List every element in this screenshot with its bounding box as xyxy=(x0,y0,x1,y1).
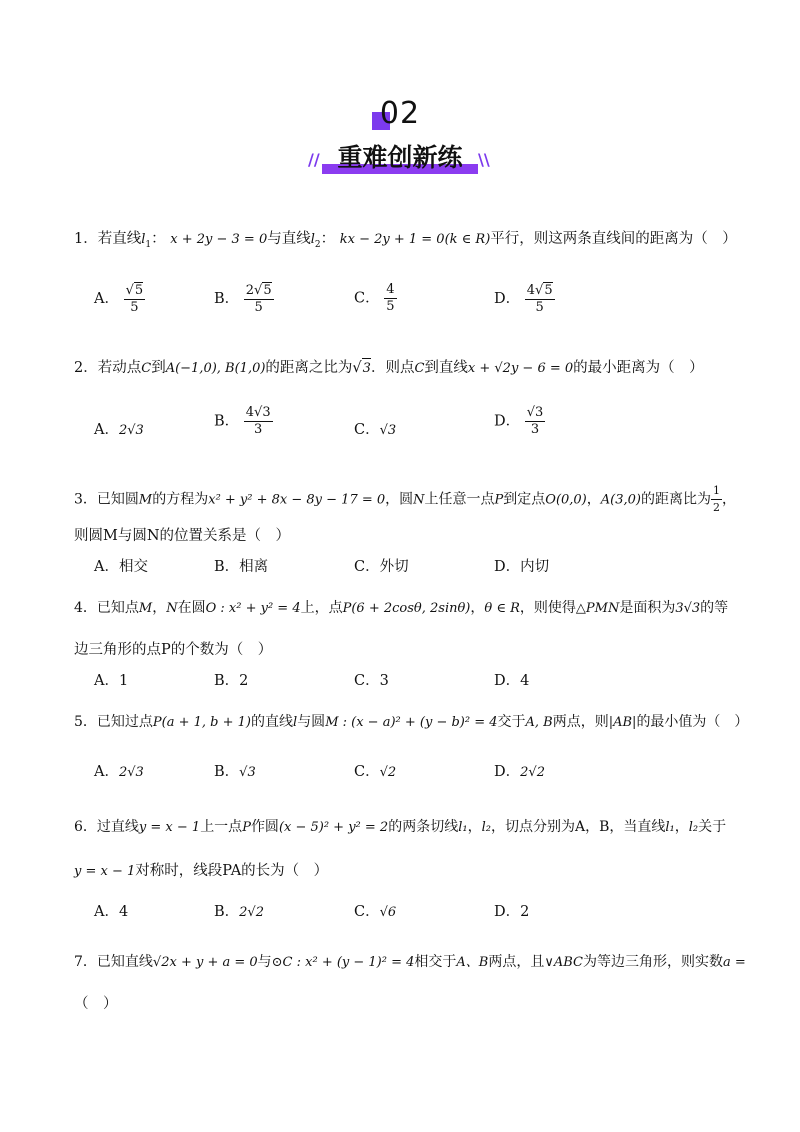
question-3-option-d[interactable]: D．内切 xyxy=(494,559,550,575)
question-5-stem: 5．已知过点P(a + 1, b + 1)的直线l与圆M : (x − a)² + (y − b)² = 4交于A, B两点，则|AB|的最小值为（ ） xyxy=(74,714,749,730)
question-2-option-c[interactable]: C．√3 xyxy=(354,422,397,438)
question-2-stem: 2．若动点C到A(−1,0), B(1,0)的距离之比为√3．则点C到直线x + √2y − 6 = 0的最小距离为（ ） xyxy=(74,358,704,379)
question-3-option-b[interactable]: B．相离 xyxy=(214,559,269,575)
question-7-stem-line2: （ ） xyxy=(74,996,118,1012)
section-number: 02 xyxy=(379,96,421,131)
question-3-option-c[interactable]: C．外切 xyxy=(354,559,409,575)
question-2-option-a[interactable]: A．2√3 xyxy=(94,422,144,438)
question-6-stem: 6．过直线y = x − 1上一点P作圆(x − 5)² + y² = 2的两条切线l₁，l₂，切点分别为A，B，当直线l₁，l₂关于 xyxy=(74,819,727,835)
question-4-option-d[interactable]: D．4 xyxy=(494,673,530,689)
question-5-option-a[interactable]: A．2√3 xyxy=(94,764,144,780)
question-3-stem: 3．已知圆M的方程为x² + y² + 8x − 8y − 17 = 0，圆N上任意一点P到定点O(0,0)，A(3,0)的距离比为 $\frac{1}{2}$ ， xyxy=(74,484,736,514)
question-1-option-b[interactable]: B． $\frac{2√5}{5}$ xyxy=(214,283,272,315)
question-3-option-a[interactable]: A．相交 xyxy=(94,559,148,575)
question-4-option-a[interactable]: A．1 xyxy=(94,673,129,689)
left-slash-decoration: // xyxy=(308,150,320,169)
question-1-option-a[interactable]: A． $\frac{√5}{5}$ xyxy=(94,283,144,315)
question-4-stem: 4．已知点M，N在圆O : x² + y² = 4上，点P(6 + 2cosθ, 2sinθ)，θ ∈ R，则使得△PMN是面积为3√3的等 xyxy=(74,600,729,616)
section-title: 重难创新练 xyxy=(337,143,463,172)
question-6-option-a[interactable]: A．4 xyxy=(94,904,129,920)
question-4-option-c[interactable]: C．3 xyxy=(354,673,389,689)
question-5-option-b[interactable]: B．√3 xyxy=(214,764,256,780)
question-6-stem-line2: y = x − 1对称时，线段PA的长为（ ） xyxy=(74,863,329,879)
question-5-option-d[interactable]: D．2√2 xyxy=(494,764,545,780)
question-4-stem-line2: 边三角形的点P的个数为（ ） xyxy=(74,642,273,658)
question-6-option-d[interactable]: D．2 xyxy=(494,904,530,920)
right-slash-decoration: \\ xyxy=(478,150,490,169)
question-6-option-b[interactable]: B．2√2 xyxy=(214,904,264,920)
question-2-option-d[interactable]: D． $\frac{√3}{3}$ xyxy=(494,405,544,437)
question-1-stem: 1．若直线$l_1$： x + 2y − 3 = 0与直线$l_2$： kx − 2y + 1 = 0(k ∈ R)平行，则这两条直线间的距离为（ ） xyxy=(74,231,737,250)
question-5-option-c[interactable]: C．√2 xyxy=(354,764,397,780)
question-6-option-c[interactable]: C．√6 xyxy=(354,904,397,920)
question-1-option-c[interactable]: C． $\frac{4}{5}$ xyxy=(354,282,395,314)
question-4-option-b[interactable]: B．2 xyxy=(214,673,249,689)
question-1-option-d[interactable]: D． $\frac{4√5}{5}$ xyxy=(494,283,553,315)
question-2-option-b[interactable]: B． $\frac{4√3}{3}$ xyxy=(214,405,271,437)
question-7-stem: 7．已知直线√2x + y + a = 0与⊙C : x² + (y − 1)² = 4相交于A、B两点，且∨ABC为等边三角形，则实数a = xyxy=(74,954,746,970)
question-3-stem-line2: 则圆M与圆N的位置关系是（ ） xyxy=(74,528,291,544)
